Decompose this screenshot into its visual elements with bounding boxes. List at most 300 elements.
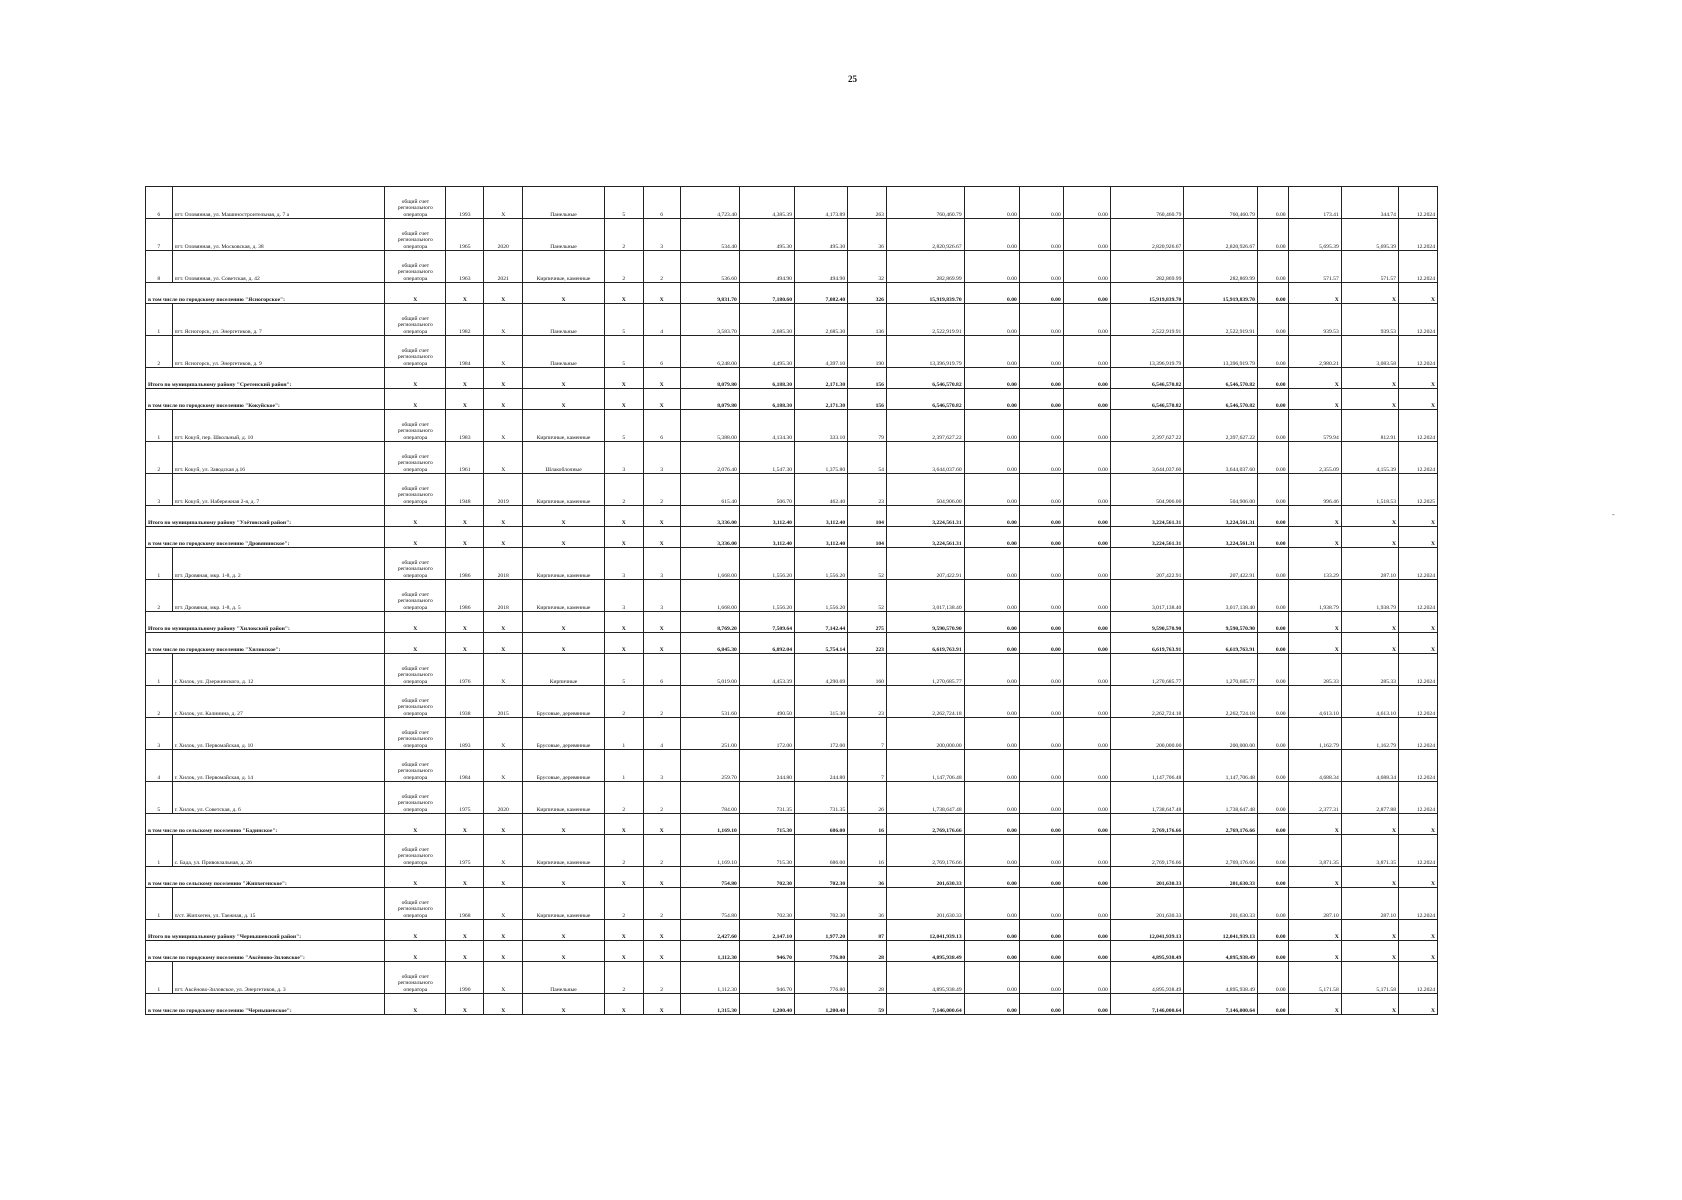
living-area-cell: 3,112.40 — [739, 527, 794, 548]
address-cell: г. Хилок, ул. Калинина, д. 27 — [172, 686, 385, 718]
local-funds-cell: 0.00 — [1063, 527, 1110, 548]
completion-date-cell: Х — [1398, 283, 1437, 304]
repair-year-cell: Х — [484, 612, 523, 633]
total-cost-cell: 3,644,037.60 — [886, 442, 964, 474]
total-cost-cell: 1,738,647.48 — [886, 782, 964, 814]
owner-total-cell: 4,895,938.49 — [1184, 962, 1258, 994]
entrances-cell: 2 — [643, 782, 680, 814]
row-number-cell: 1 — [146, 888, 173, 920]
total-area-cell: 1,169.10 — [680, 814, 739, 835]
owner-funds-cell: 201,630.33 — [1110, 888, 1184, 920]
floors-cell: Х — [604, 612, 643, 633]
floors-cell: 5 — [604, 187, 643, 219]
owner-funds-cell: 1,147,706.48 — [1110, 750, 1184, 782]
federal-funds-cell: 0.00 — [964, 474, 1019, 506]
unit-limit-cell: 2,877.88 — [1341, 782, 1398, 814]
wall-material-cell: Панельные — [523, 304, 605, 336]
owner-funds-cell: 1,270,685.77 — [1110, 654, 1184, 686]
repair-year-cell: Х — [484, 304, 523, 336]
fund-type-cell: общий счет регионального оператора — [385, 336, 446, 368]
total-area-cell: 3,336.00 — [680, 506, 739, 527]
repair-year-cell: Х — [484, 835, 523, 867]
federal-funds-cell: 0.00 — [964, 527, 1019, 548]
wall-material-cell: Х — [523, 527, 605, 548]
table-row — [146, 782, 1438, 814]
regional-funds-cell: 0.00 — [1019, 219, 1063, 251]
row-number-cell: 1 — [146, 835, 173, 867]
subtotal-label: в том числе по городскому поселению "Аксёново-Зиловское": — [146, 941, 385, 962]
unit-cost-cell: Х — [1288, 941, 1341, 962]
floors-cell: 3 — [604, 442, 643, 474]
owner-funds-cell: 2,397,627.22 — [1110, 410, 1184, 442]
federal-funds-cell: 0.00 — [964, 835, 1019, 867]
regional-funds-cell: 0.00 — [1019, 814, 1063, 835]
unit-cost-cell: Х — [1288, 994, 1341, 1015]
living-area-cell: 506.70 — [739, 474, 794, 506]
living-area-cell: 2,685.30 — [739, 304, 794, 336]
owner-total-cell: 6,546,570.82 — [1184, 389, 1258, 410]
regional-funds-cell: 0.00 — [1019, 888, 1063, 920]
owner-total-cell: 9,590,570.90 — [1184, 612, 1258, 633]
owner-funds-cell: 504,906.00 — [1110, 474, 1184, 506]
private-area-cell: 4,290.69 — [794, 654, 847, 686]
wall-material-cell: Х — [523, 814, 605, 835]
build-year-cell: 1982 — [446, 304, 484, 336]
subtotal-row — [146, 941, 1438, 962]
row-number-cell: 1 — [146, 410, 173, 442]
subtotal-label: в том числе по сельскому поселению "Бадинское": — [146, 814, 385, 835]
fund-type-cell: общий счет регионального оператора — [385, 548, 446, 580]
other-funds-cell: 0.00 — [1257, 941, 1288, 962]
residents-cell: 59 — [848, 994, 887, 1015]
owner-funds-cell: 2,522,919.91 — [1110, 304, 1184, 336]
table-row — [146, 187, 1438, 219]
federal-funds-cell: 0.00 — [964, 251, 1019, 283]
wall-material-cell: Кирпичные — [523, 654, 605, 686]
completion-date-cell: Х — [1398, 389, 1437, 410]
repair-year-cell: Х — [484, 283, 523, 304]
fund-type-cell: общий счет регионального оператора — [385, 251, 446, 283]
repair-year-cell: Х — [484, 941, 523, 962]
repair-year-cell: Х — [484, 187, 523, 219]
build-year-cell: 1984 — [446, 750, 484, 782]
fund-type-cell: общий счет регионального оператора — [385, 654, 446, 686]
owner-funds-cell: 2,262,724.18 — [1110, 686, 1184, 718]
private-area-cell: 776.80 — [794, 941, 847, 962]
fund-type-cell: Х — [385, 283, 446, 304]
unit-limit-cell: Х — [1341, 814, 1398, 835]
local-funds-cell: 0.00 — [1063, 251, 1110, 283]
owner-total-cell: 6,619,763.91 — [1184, 633, 1258, 654]
residents-cell: 104 — [848, 506, 887, 527]
table-row — [146, 580, 1438, 612]
living-area-cell: 1,556.20 — [739, 548, 794, 580]
unit-limit-cell: Х — [1341, 368, 1398, 389]
address-cell: пгт. Оловянная, ул. Московская, д. 38 — [172, 219, 385, 251]
wall-material-cell: Х — [523, 368, 605, 389]
federal-funds-cell: 0.00 — [964, 718, 1019, 750]
regional-funds-cell: 0.00 — [1019, 718, 1063, 750]
subtotal-label: в том числе по городскому поселению "Дровянинское": — [146, 527, 385, 548]
regional-funds-cell: 0.00 — [1019, 389, 1063, 410]
build-year-cell: 1961 — [446, 442, 484, 474]
wall-material-cell: Х — [523, 506, 605, 527]
total-area-cell: 2,076.40 — [680, 442, 739, 474]
entrances-cell: 3 — [643, 219, 680, 251]
owner-total-cell: 504,906.00 — [1184, 474, 1258, 506]
living-area-cell: 946.70 — [739, 962, 794, 994]
entrances-cell: Х — [643, 994, 680, 1015]
unit-cost-cell: Х — [1288, 814, 1341, 835]
unit-limit-cell: 287.10 — [1341, 548, 1398, 580]
residents-cell: 263 — [848, 187, 887, 219]
regional-funds-cell: 0.00 — [1019, 867, 1063, 888]
residents-cell: 160 — [848, 654, 887, 686]
owner-total-cell: 207,422.91 — [1184, 548, 1258, 580]
residents-cell: 52 — [848, 548, 887, 580]
owner-total-cell: 3,224,561.31 — [1184, 527, 1258, 548]
unit-limit-cell: 4,155.39 — [1341, 442, 1398, 474]
wall-material-cell: Кирпичные, каменные — [523, 835, 605, 867]
living-area-cell: 6,092.04 — [739, 633, 794, 654]
repair-year-cell: Х — [484, 867, 523, 888]
total-area-cell: 259.70 — [680, 750, 739, 782]
other-funds-cell: 0.00 — [1257, 474, 1288, 506]
floors-cell: 2 — [604, 888, 643, 920]
owner-funds-cell: 2,820,926.67 — [1110, 219, 1184, 251]
local-funds-cell: 0.00 — [1063, 612, 1110, 633]
table-row — [146, 336, 1438, 368]
wall-material-cell: Брусовые, деревянные — [523, 686, 605, 718]
regional-funds-cell: 0.00 — [1019, 410, 1063, 442]
build-year-cell: 1893 — [446, 718, 484, 750]
address-cell: пгт. Кокуй, ул. Набережная 2-я, д. 7 — [172, 474, 385, 506]
private-area-cell: 776.80 — [794, 962, 847, 994]
private-area-cell: 495.30 — [794, 219, 847, 251]
unit-cost-cell: 579.94 — [1288, 410, 1341, 442]
unit-limit-cell: 1,162.79 — [1341, 718, 1398, 750]
wall-material-cell: Х — [523, 920, 605, 941]
build-year-cell: Х — [446, 506, 484, 527]
table-body — [146, 187, 1438, 1015]
other-funds-cell: 0.00 — [1257, 368, 1288, 389]
repair-year-cell: Х — [484, 962, 523, 994]
fund-type-cell: общий счет регионального оператора — [385, 442, 446, 474]
fund-type-cell: общий счет регионального оператора — [385, 410, 446, 442]
wall-material-cell: Шлакоблочные — [523, 442, 605, 474]
living-area-cell: 6,188.30 — [739, 389, 794, 410]
federal-funds-cell: 0.00 — [964, 336, 1019, 368]
entrances-cell: 6 — [643, 654, 680, 686]
unit-cost-cell: 571.57 — [1288, 251, 1341, 283]
floors-cell: Х — [604, 389, 643, 410]
build-year-cell: 1984 — [446, 336, 484, 368]
federal-funds-cell: 0.00 — [964, 962, 1019, 994]
fund-type-cell: общий счет регионального оператора — [385, 888, 446, 920]
wall-material-cell: Х — [523, 867, 605, 888]
residents-cell: 28 — [848, 941, 887, 962]
private-area-cell: 702.30 — [794, 867, 847, 888]
floors-cell: 2 — [604, 219, 643, 251]
subtotal-row — [146, 633, 1438, 654]
repair-year-cell: Х — [484, 920, 523, 941]
other-funds-cell: 0.00 — [1257, 750, 1288, 782]
repair-year-cell: Х — [484, 336, 523, 368]
federal-funds-cell: 0.00 — [964, 750, 1019, 782]
total-area-cell: 6,845.30 — [680, 633, 739, 654]
total-cost-cell: 504,906.00 — [886, 474, 964, 506]
build-year-cell: Х — [446, 920, 484, 941]
owner-total-cell: 4,895,938.49 — [1184, 941, 1258, 962]
completion-date-cell: 12.2024 — [1398, 336, 1437, 368]
local-funds-cell: 0.00 — [1063, 410, 1110, 442]
subtotal-label: Итого по муниципальному району "Улётовский район": — [146, 506, 385, 527]
living-area-cell: 702.30 — [739, 888, 794, 920]
subtotal-label: Итого по муниципальному району "Хилокский район": — [146, 612, 385, 633]
row-number-cell: 6 — [146, 187, 173, 219]
fund-type-cell: Х — [385, 389, 446, 410]
local-funds-cell: 0.00 — [1063, 187, 1110, 219]
build-year-cell: 1993 — [446, 187, 484, 219]
fund-type-cell: Х — [385, 941, 446, 962]
wall-material-cell: Х — [523, 612, 605, 633]
completion-date-cell: Х — [1398, 506, 1437, 527]
other-funds-cell: 0.00 — [1257, 835, 1288, 867]
repair-year-cell: Х — [484, 410, 523, 442]
total-cost-cell: 282,869.99 — [886, 251, 964, 283]
owner-total-cell: 15,919,839.70 — [1184, 283, 1258, 304]
unit-cost-cell: Х — [1288, 633, 1341, 654]
total-cost-cell: 760,460.79 — [886, 187, 964, 219]
total-area-cell: 1,668.00 — [680, 548, 739, 580]
federal-funds-cell: 0.00 — [964, 888, 1019, 920]
entrances-cell: Х — [643, 920, 680, 941]
unit-limit-cell: 3,871.35 — [1341, 835, 1398, 867]
unit-limit-cell: 5,695.39 — [1341, 219, 1398, 251]
total-cost-cell: 2,397,627.22 — [886, 410, 964, 442]
total-cost-cell: 4,895,938.49 — [886, 962, 964, 994]
fund-type-cell: общий счет регионального оператора — [385, 580, 446, 612]
address-cell: пгт. Дровяная, мкр. 1-8, д. 2 — [172, 548, 385, 580]
regional-funds-cell: 0.00 — [1019, 442, 1063, 474]
table-row — [146, 718, 1438, 750]
owner-total-cell: 2,397,627.22 — [1184, 410, 1258, 442]
residents-cell: 275 — [848, 612, 887, 633]
address-cell: г. Хилок, ул. Дзержинского, д. 12 — [172, 654, 385, 686]
unit-limit-cell: Х — [1341, 941, 1398, 962]
build-year-cell: Х — [446, 994, 484, 1015]
private-area-cell: 702.30 — [794, 888, 847, 920]
completion-date-cell: Х — [1398, 368, 1437, 389]
owner-total-cell: 6,546,570.82 — [1184, 368, 1258, 389]
wall-material-cell: Брусовые, деревянные — [523, 750, 605, 782]
fund-type-cell: общий счет регионального оператора — [385, 304, 446, 336]
regional-funds-cell: 0.00 — [1019, 527, 1063, 548]
unit-cost-cell: Х — [1288, 283, 1341, 304]
subtotal-row — [146, 389, 1438, 410]
unit-cost-cell: 4,613.10 — [1288, 686, 1341, 718]
repair-year-cell: 2021 — [484, 251, 523, 283]
fund-type-cell: Х — [385, 920, 446, 941]
federal-funds-cell: 0.00 — [964, 506, 1019, 527]
subtotal-label: Итого по муниципальному району "Сретенский район": — [146, 368, 385, 389]
owner-total-cell: 3,224,561.31 — [1184, 506, 1258, 527]
completion-date-cell: 12.2024 — [1398, 251, 1437, 283]
total-area-cell: 5,388.00 — [680, 410, 739, 442]
unit-cost-cell: 285.33 — [1288, 654, 1341, 686]
unit-limit-cell: Х — [1341, 506, 1398, 527]
unit-limit-cell: 571.57 — [1341, 251, 1398, 283]
private-area-cell: 3,112.40 — [794, 527, 847, 548]
build-year-cell: 1986 — [446, 548, 484, 580]
regional-funds-cell: 0.00 — [1019, 835, 1063, 867]
fund-type-cell: Х — [385, 506, 446, 527]
completion-date-cell: 12.2024 — [1398, 304, 1437, 336]
subtotal-label: в том числе по городскому поселению "Кокуйское": — [146, 389, 385, 410]
unit-cost-cell: 939.53 — [1288, 304, 1341, 336]
regional-funds-cell: 0.00 — [1019, 654, 1063, 686]
local-funds-cell: 0.00 — [1063, 580, 1110, 612]
entrances-cell: Х — [643, 389, 680, 410]
table-row — [146, 835, 1438, 867]
unit-limit-cell: 812.91 — [1341, 410, 1398, 442]
completion-date-cell: 12.2024 — [1398, 410, 1437, 442]
completion-date-cell: 12.2024 — [1398, 654, 1437, 686]
completion-date-cell: 12.2024 — [1398, 442, 1437, 474]
private-area-cell: 462.40 — [794, 474, 847, 506]
residents-cell: 36 — [848, 219, 887, 251]
entrances-cell: 4 — [643, 304, 680, 336]
entrances-cell: 3 — [643, 442, 680, 474]
fund-type-cell: общий счет регионального оператора — [385, 219, 446, 251]
owner-funds-cell: 12,041,939.13 — [1110, 920, 1184, 941]
entrances-cell: 2 — [643, 835, 680, 867]
federal-funds-cell: 0.00 — [964, 994, 1019, 1015]
subtotal-row — [146, 920, 1438, 941]
owner-funds-cell: 9,590,570.90 — [1110, 612, 1184, 633]
local-funds-cell: 0.00 — [1063, 633, 1110, 654]
wall-material-cell: Кирпичные, каменные — [523, 410, 605, 442]
federal-funds-cell: 0.00 — [964, 814, 1019, 835]
address-cell: пгт. Оловянная, ул. Советская, д. 42 — [172, 251, 385, 283]
floors-cell: 2 — [604, 962, 643, 994]
total-area-cell: 536.60 — [680, 251, 739, 283]
floors-cell: Х — [604, 633, 643, 654]
subtotal-row — [146, 814, 1438, 835]
row-number-cell: 2 — [146, 686, 173, 718]
total-area-cell: 5,019.00 — [680, 654, 739, 686]
regional-funds-cell: 0.00 — [1019, 283, 1063, 304]
total-area-cell: 4,723.40 — [680, 187, 739, 219]
completion-date-cell: 12.2024 — [1398, 580, 1437, 612]
repair-year-cell: Х — [484, 814, 523, 835]
address-cell: пгт. Ясногорск, ул. Энергетиков, д. 7 — [172, 304, 385, 336]
local-funds-cell: 0.00 — [1063, 336, 1110, 368]
owner-funds-cell: 6,619,763.91 — [1110, 633, 1184, 654]
federal-funds-cell: 0.00 — [964, 219, 1019, 251]
unit-limit-cell: Х — [1341, 389, 1398, 410]
subtotal-label: в том числе по городскому поселению "Чернышевское": — [146, 994, 385, 1015]
federal-funds-cell: 0.00 — [964, 283, 1019, 304]
living-area-cell: 715.30 — [739, 814, 794, 835]
other-funds-cell: 0.00 — [1257, 304, 1288, 336]
local-funds-cell: 0.00 — [1063, 389, 1110, 410]
table-row — [146, 219, 1438, 251]
floors-cell: 2 — [604, 686, 643, 718]
fund-type-cell: общий счет регионального оператора — [385, 718, 446, 750]
other-funds-cell: 0.00 — [1257, 994, 1288, 1015]
federal-funds-cell: 0.00 — [964, 686, 1019, 718]
entrances-cell: Х — [643, 506, 680, 527]
wall-material-cell: Х — [523, 283, 605, 304]
fund-type-cell: общий счет регионального оператора — [385, 782, 446, 814]
completion-date-cell: 12.2024 — [1398, 718, 1437, 750]
total-cost-cell: 3,017,138.40 — [886, 580, 964, 612]
local-funds-cell: 0.00 — [1063, 686, 1110, 718]
residents-cell: 52 — [848, 580, 887, 612]
other-funds-cell: 0.00 — [1257, 187, 1288, 219]
residents-cell: 23 — [848, 474, 887, 506]
floors-cell: 2 — [604, 835, 643, 867]
table-row — [146, 962, 1438, 994]
total-area-cell: 2,427.60 — [680, 920, 739, 941]
entrances-cell: Х — [643, 814, 680, 835]
living-area-cell: 7,180.60 — [739, 283, 794, 304]
owner-total-cell: 1,738,647.48 — [1184, 782, 1258, 814]
local-funds-cell: 0.00 — [1063, 867, 1110, 888]
residents-cell: 54 — [848, 442, 887, 474]
completion-date-cell: 12.2024 — [1398, 686, 1437, 718]
unit-limit-cell: Х — [1341, 994, 1398, 1015]
federal-funds-cell: 0.00 — [964, 304, 1019, 336]
total-area-cell: 531.60 — [680, 686, 739, 718]
private-area-cell: 686.00 — [794, 814, 847, 835]
residents-cell: 26 — [848, 782, 887, 814]
unit-limit-cell: 939.53 — [1341, 304, 1398, 336]
living-area-cell: 4,385.39 — [739, 187, 794, 219]
build-year-cell: 1990 — [446, 962, 484, 994]
living-area-cell: 495.30 — [739, 219, 794, 251]
other-funds-cell: 0.00 — [1257, 867, 1288, 888]
private-area-cell: 4,397.10 — [794, 336, 847, 368]
total-cost-cell: 6,546,570.82 — [886, 368, 964, 389]
total-cost-cell: 9,590,570.90 — [886, 612, 964, 633]
entrances-cell: 3 — [643, 750, 680, 782]
floors-cell: Х — [604, 941, 643, 962]
regional-funds-cell: 0.00 — [1019, 474, 1063, 506]
repair-year-cell: 2018 — [484, 580, 523, 612]
private-area-cell: 7,082.40 — [794, 283, 847, 304]
residents-cell: 156 — [848, 368, 887, 389]
regional-funds-cell: 0.00 — [1019, 251, 1063, 283]
local-funds-cell: 0.00 — [1063, 941, 1110, 962]
private-area-cell: 686.00 — [794, 835, 847, 867]
living-area-cell: 4,453.39 — [739, 654, 794, 686]
regional-funds-cell: 0.00 — [1019, 548, 1063, 580]
local-funds-cell: 0.00 — [1063, 962, 1110, 994]
owner-funds-cell: 2,769,176.66 — [1110, 814, 1184, 835]
owner-funds-cell: 4,895,938.49 — [1110, 962, 1184, 994]
repair-year-cell: Х — [484, 994, 523, 1015]
regional-funds-cell: 0.00 — [1019, 506, 1063, 527]
unit-cost-cell: 5,171.58 — [1288, 962, 1341, 994]
completion-date-cell: Х — [1398, 814, 1437, 835]
private-area-cell: 1,200.40 — [794, 994, 847, 1015]
total-cost-cell: 15,919,839.70 — [886, 283, 964, 304]
owner-funds-cell: 2,769,176.66 — [1110, 835, 1184, 867]
total-area-cell: 6,248.00 — [680, 336, 739, 368]
entrances-cell: 3 — [643, 548, 680, 580]
